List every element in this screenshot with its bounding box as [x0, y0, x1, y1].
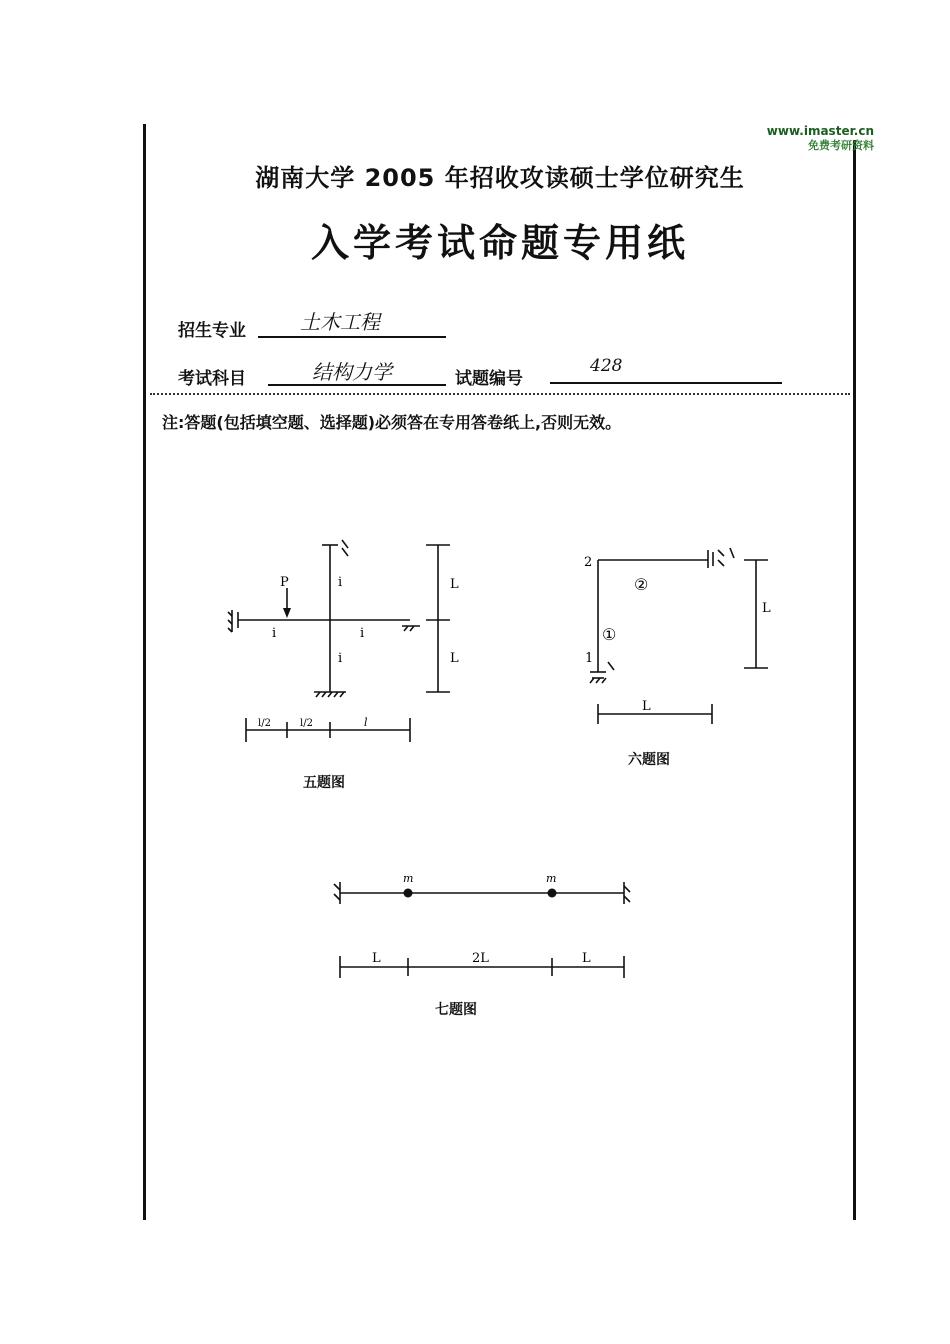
watermark-url[interactable]: www.imaster.cn: [766, 124, 874, 138]
fig7-mass-label: m: [546, 872, 557, 885]
fig7-caption: 七题图: [435, 1002, 477, 1018]
subject-label: 考试科目: [178, 369, 246, 389]
fig6-node2: 2: [584, 555, 593, 570]
major-value: 土木工程: [300, 310, 380, 334]
fig7-dim-L: L: [372, 951, 381, 966]
fig7-mass-label: m: [403, 872, 414, 885]
code-value: 428: [590, 356, 623, 376]
fig6-member1: ①: [602, 625, 617, 644]
fig5-stiffness-label: i: [360, 626, 365, 641]
exam-title-line1: 湖南大学 2005 年招收攻读硕士学位研究生: [255, 164, 745, 192]
exam-title-line2: 入学考试命题专用纸: [310, 221, 689, 265]
subject-value: 结构力学: [312, 360, 392, 384]
fig6-caption: 六题图: [628, 752, 670, 768]
fig6-member2: ②: [634, 575, 649, 594]
fig5-stiffness-label: i: [338, 575, 343, 590]
fig6-node1: 1: [585, 651, 594, 666]
answer-note: 注:答题(包括填空题、选择题)必须答在专用答卷纸上,否则无效。: [162, 413, 622, 432]
fig5-stiffness-label: i: [338, 651, 343, 666]
fig5-dim-full: l: [364, 716, 368, 729]
fig7-dim-L: L: [582, 951, 591, 966]
code-label: 试题编号: [455, 369, 523, 389]
fig5-height-label: L: [450, 577, 459, 592]
fig6-dim-vertical: L: [762, 601, 771, 616]
fig5-caption: 五题图: [303, 775, 345, 791]
fig5-height-label: L: [450, 651, 459, 666]
fig7-dim-2L: 2L: [472, 951, 489, 966]
watermark-subtitle: 免费考研资料: [808, 139, 874, 152]
fig5-dim-half: l/2: [300, 718, 313, 729]
major-label: 招生专业: [178, 321, 246, 341]
fig5-load-label: P: [280, 575, 289, 590]
fig6-dim-horizontal: L: [642, 699, 651, 714]
fig5-stiffness-label: i: [272, 626, 277, 641]
fig5-dim-half: l/2: [258, 718, 271, 729]
